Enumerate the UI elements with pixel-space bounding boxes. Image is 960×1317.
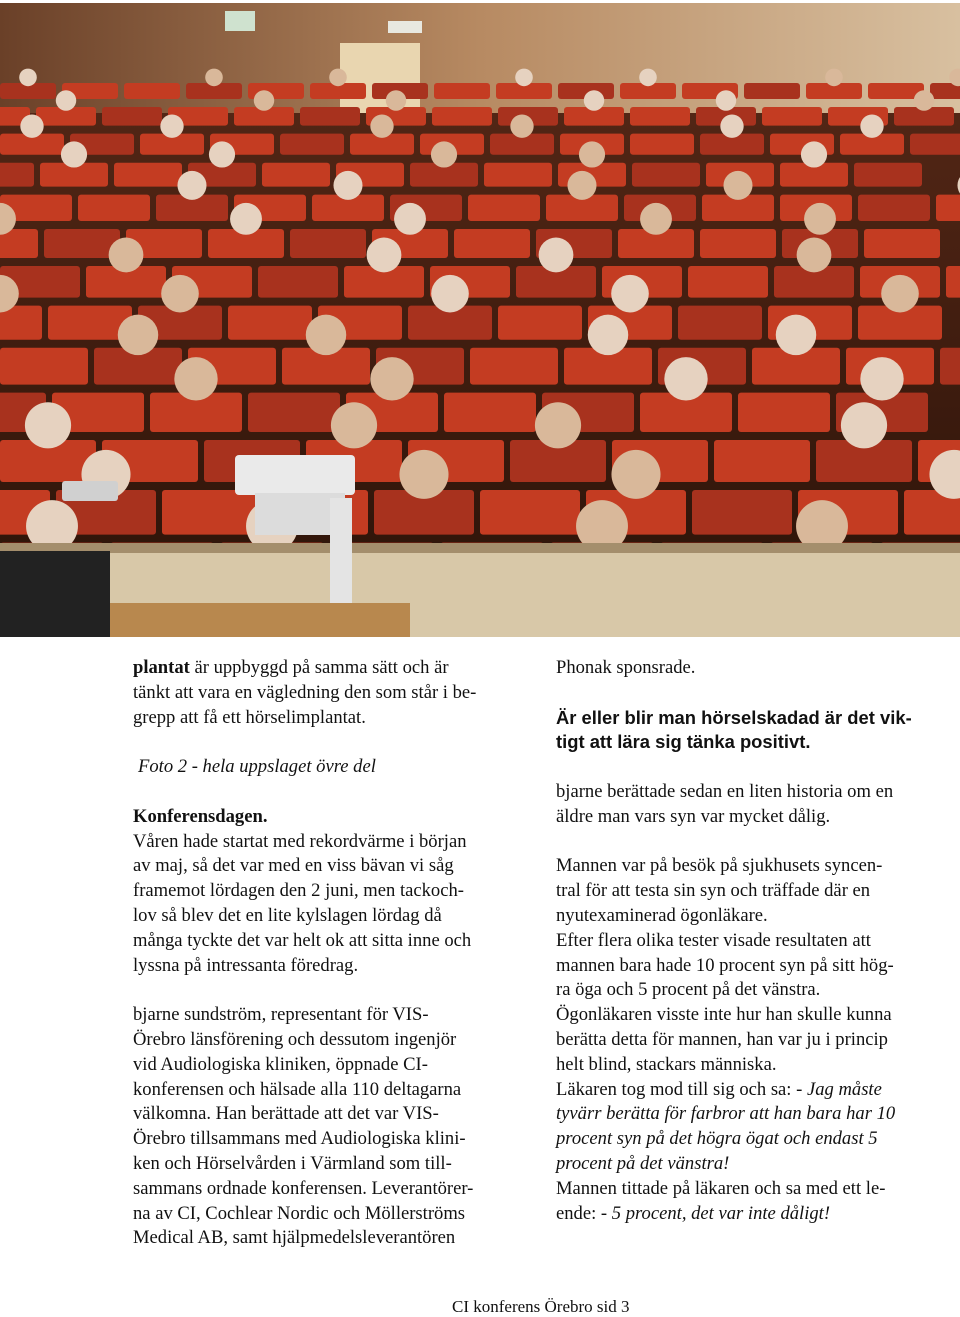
text-line: av maj, så det var med en viss bävan vi såg — [133, 855, 454, 877]
text-line: helt blind, stackars människa. — [556, 1053, 777, 1075]
text-line: Mannen var på besök på sjukhusets syncen- — [556, 855, 883, 877]
left-column — [133, 656, 533, 1251]
section-heading-line: Är eller blir man hörselskadad är det vik- — [556, 706, 912, 728]
text-line: Ögonläkaren visste inte hur han skulle kunna — [556, 1004, 892, 1026]
intro-bold-word: plantat — [133, 657, 190, 678]
text-line: Mannen tittade på läkaren och sa med ett le- — [556, 1177, 886, 1199]
auditorium-photo — [0, 3, 960, 637]
text-line: ra öga och 5 procent på det vänstra. — [556, 979, 821, 1001]
quote-text: procent på det vänstra! — [556, 1152, 730, 1174]
text-line: sammans ordnade konferensen. Leverantörer- — [133, 1177, 474, 1199]
text-line: bjarne berättade sedan en liten historia om en — [556, 780, 894, 802]
text-line: Efter flera olika tester visade resultaten att — [556, 929, 871, 951]
text-line: grepp att få ett hörselimplantat. — [133, 706, 366, 728]
text-line: ende: - — [556, 1202, 612, 1224]
quote-text: procent syn på det högra ögat och endast 5 — [556, 1128, 878, 1150]
photo-caption: Foto 2 - hela uppslaget övre del — [138, 756, 376, 778]
text-line: Våren hade startat med rekordvärme i början — [133, 830, 467, 852]
quote-text: Jag måste — [806, 1078, 882, 1100]
text-line: många tyckte det var helt ok att sitta inne och — [133, 929, 472, 951]
closing-line — [556, 1202, 956, 1227]
text-line: lyssna på intressanta föredrag. — [133, 954, 359, 976]
text-line: bjarne sundström, representant för VIS- — [133, 1004, 429, 1026]
text-line: berätta detta för mannen, han var ju i princip — [556, 1028, 888, 1050]
text-line: Medical AB, samt hjälpmedelsleverantören — [133, 1227, 456, 1249]
text-line: välkomna. Han berättade att det var VIS- — [133, 1103, 439, 1125]
text-line: tral för att testa sin syn och träffade där en — [556, 880, 871, 902]
text-line: Örebro tillsammans med Audiologiska klini- — [133, 1128, 466, 1150]
text-line: framemot lördagen den 2 juni, men tackoch- — [133, 880, 464, 902]
text-line: äldre man vars syn var mycket dålig. — [556, 805, 831, 827]
quote-text: tyvärr berätta för farbror att han bara har 10 — [556, 1103, 896, 1125]
page-footer: CI konferens Örebro sid 3 — [452, 1297, 630, 1316]
quote-text: 5 procent, det var inte dåligt! — [611, 1202, 831, 1224]
text-line: vid Audiologiska kliniken, öppnade CI- — [133, 1053, 428, 1075]
text-line: konferensen och hälsade alla 110 deltagarna — [133, 1078, 462, 1100]
text-line: na av CI, Cochlear Nordic och Möllerströms — [133, 1202, 466, 1224]
text-line: Läkaren tog mod till sig och sa: - — [556, 1078, 807, 1100]
text-line: tänkt att vara en vägledning den som står i be- — [133, 681, 477, 703]
intro-paragraph — [133, 656, 533, 681]
text-line: ken och Hörselvården i Värmland som till- — [133, 1152, 452, 1174]
text-line: Phonak sponsrade. — [556, 657, 696, 678]
quote-intro-line — [556, 1078, 956, 1103]
text-line: mannen bara hade 10 procent syn på sitt hög- — [556, 954, 894, 976]
right-column — [556, 656, 956, 1226]
text-line: Örebro länsförening och dessutom ingenjör — [133, 1028, 457, 1050]
text-line: lov så blev det en lite kylslagen lördag då — [133, 904, 442, 926]
text-line: nyutexaminerad ögonläkare. — [556, 904, 768, 926]
section-title: Konferensdagen. — [133, 805, 268, 827]
text-line: är uppbyggd på samma sätt och är — [189, 657, 449, 678]
section-heading-line: tigt att lära sig tänka positivt. — [556, 731, 811, 753]
